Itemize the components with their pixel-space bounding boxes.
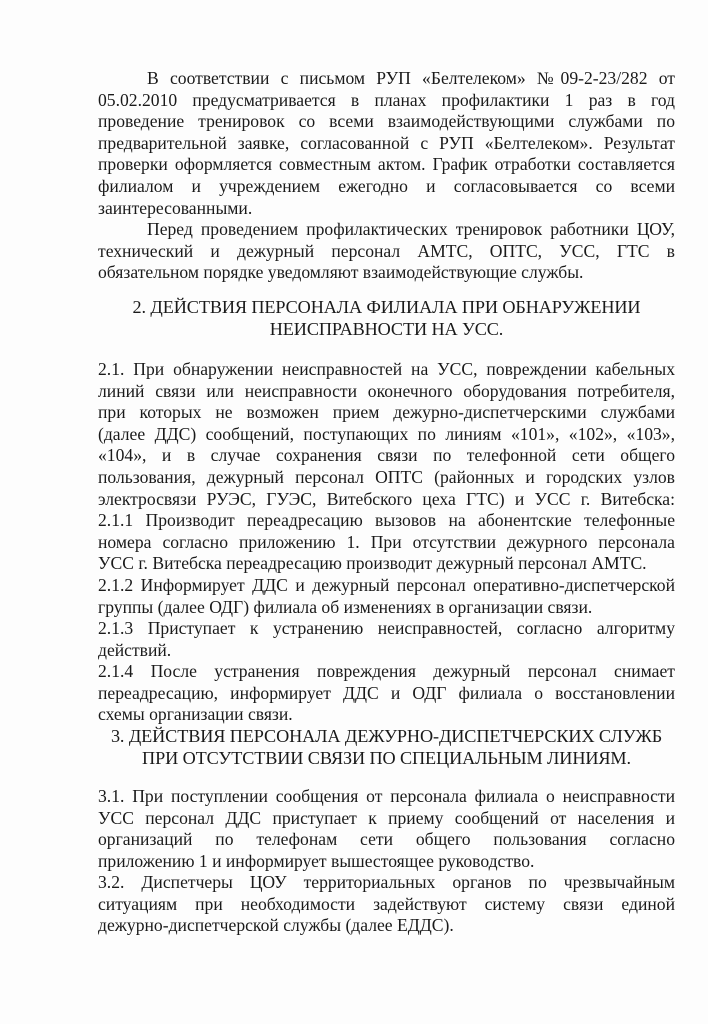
text-line: переадресацию, информирует ДДС и ОДГ филиала о восстановлении bbox=[98, 682, 675, 703]
text-line: схемы организации связи. bbox=[98, 704, 293, 725]
heading-line: ПРИ ОТСУТСТВИИ СВЯЗИ ПО СПЕЦИАЛЬНЫМ ЛИНИЯМ. bbox=[142, 747, 631, 768]
text-line: 2.1.2 Информирует ДДС и дежурный персонал оперативно-диспетчерской bbox=[98, 575, 675, 595]
paragraph-3-1 bbox=[98, 786, 675, 872]
text-line: УСС персонал ДДС приступает к приему сообщений от населения и bbox=[98, 807, 675, 828]
text-line: филиалом и учреждением ежегодно и согласовывается со всеми bbox=[98, 175, 675, 196]
text-line: 2.1.1 Производит переадресацию вызовов на абонентские телефонные bbox=[98, 510, 675, 530]
paragraph-3-2 bbox=[98, 872, 675, 937]
text-line: технический и дежурный персонал АМТС, ОПТС, УСС, ГТС в bbox=[98, 240, 675, 261]
section-3-heading bbox=[98, 726, 675, 769]
text-line: группы (далее ОДГ) филиала об изменениях в организации связи. bbox=[98, 596, 593, 617]
text-line: проверки оформляется совместным актом. График отработки составляется bbox=[98, 154, 675, 175]
text-line: (далее ДДС) сообщений, поступающих по линиям «101», «102», «103», bbox=[98, 423, 675, 444]
text-line: 2.1.3 Приступает к устранению неисправностей, согласно алгоритму bbox=[98, 618, 675, 638]
heading-line: 2. ДЕЙСТВИЯ ПЕРСОНАЛА ФИЛИАЛА ПРИ ОБНАРУЖЕНИИ bbox=[132, 297, 641, 317]
text-line: предварительной заявке, согласованной с РУП «Белтелеком». Результат bbox=[98, 132, 675, 153]
text-line: дежурно-диспетчерской службы (далее ЕДДС). bbox=[98, 915, 454, 936]
text-line: линий связи или неисправности оконечного оборудования потребителя, bbox=[98, 380, 675, 401]
text-line: 3.2. Диспетчеры ЦОУ территориальных органов по чрезвычайным bbox=[98, 872, 675, 892]
paragraph-2-1-2 bbox=[98, 575, 675, 618]
text-line: электросвязи РУЭС, ГУЭС, Витебского цеха ГТС) и УСС г. Витебска: bbox=[98, 488, 675, 509]
text-line: организаций по телефонам сети общего пользования согласно bbox=[98, 829, 675, 850]
text-line: ситуациям при необходимости задействуют систему связи единой bbox=[98, 893, 675, 914]
text-line: пользования, дежурный персонал ОПТС (районных и городских узлов bbox=[98, 466, 675, 487]
text-line: заинтересованными. bbox=[98, 197, 253, 218]
text-line: проведение тренировок со всеми взаимодействующими службами по bbox=[98, 111, 675, 132]
paragraph-2-1-1 bbox=[98, 510, 675, 575]
paragraph-2-1-3 bbox=[98, 618, 675, 661]
text-line: 3.1. При поступлении сообщения от персонала филиала о неисправности bbox=[98, 786, 675, 806]
text-line: УСС г. Витебска переадресацию производит дежурный персонал АМТС. bbox=[98, 553, 647, 574]
intro-paragraph-1 bbox=[98, 68, 675, 219]
heading-line: 3. ДЕЙСТВИЯ ПЕРСОНАЛА ДЕЖУРНО-ДИСПЕТЧЕРСКИХ СЛУЖБ bbox=[110, 726, 663, 746]
text-line: обязательном порядке уведомляют взаимодействующие службы. bbox=[98, 262, 584, 283]
intro-paragraph-2 bbox=[98, 219, 675, 284]
text-line: 2.1. При обнаружении неисправностей на УСС, повреждении кабельных bbox=[98, 359, 675, 379]
text-line: Перед проведением профилактических тренировок работники ЦОУ, bbox=[147, 219, 675, 239]
text-line: 2.1.4 После устранения повреждения дежурный персонал снимает bbox=[98, 661, 675, 681]
paragraph-2-1 bbox=[98, 359, 675, 510]
heading-line: НЕИСПРАВНОСТИ НА УСС. bbox=[269, 318, 504, 339]
text-line: номера согласно приложению 1. При отсутствии дежурного персонала bbox=[98, 531, 675, 552]
text-line: при которых не возможен прием дежурно-диспетчерскими службами bbox=[98, 402, 675, 423]
text-line: «104», и в случае сохранения связи по телефонной сети общего bbox=[98, 445, 675, 466]
paragraph-2-1-4 bbox=[98, 661, 675, 726]
text-line: приложению 1 и информирует вышестоящее руководство. bbox=[98, 850, 535, 871]
text-line: действий. bbox=[98, 639, 172, 660]
text-line: 05.02.2010 предусматривается в планах профилактики 1 раз в год bbox=[98, 89, 675, 110]
section-2-heading bbox=[98, 297, 675, 340]
text-line: В соответствии с письмом РУП «Белтелеком» №09-2-23/282 от bbox=[147, 68, 675, 88]
